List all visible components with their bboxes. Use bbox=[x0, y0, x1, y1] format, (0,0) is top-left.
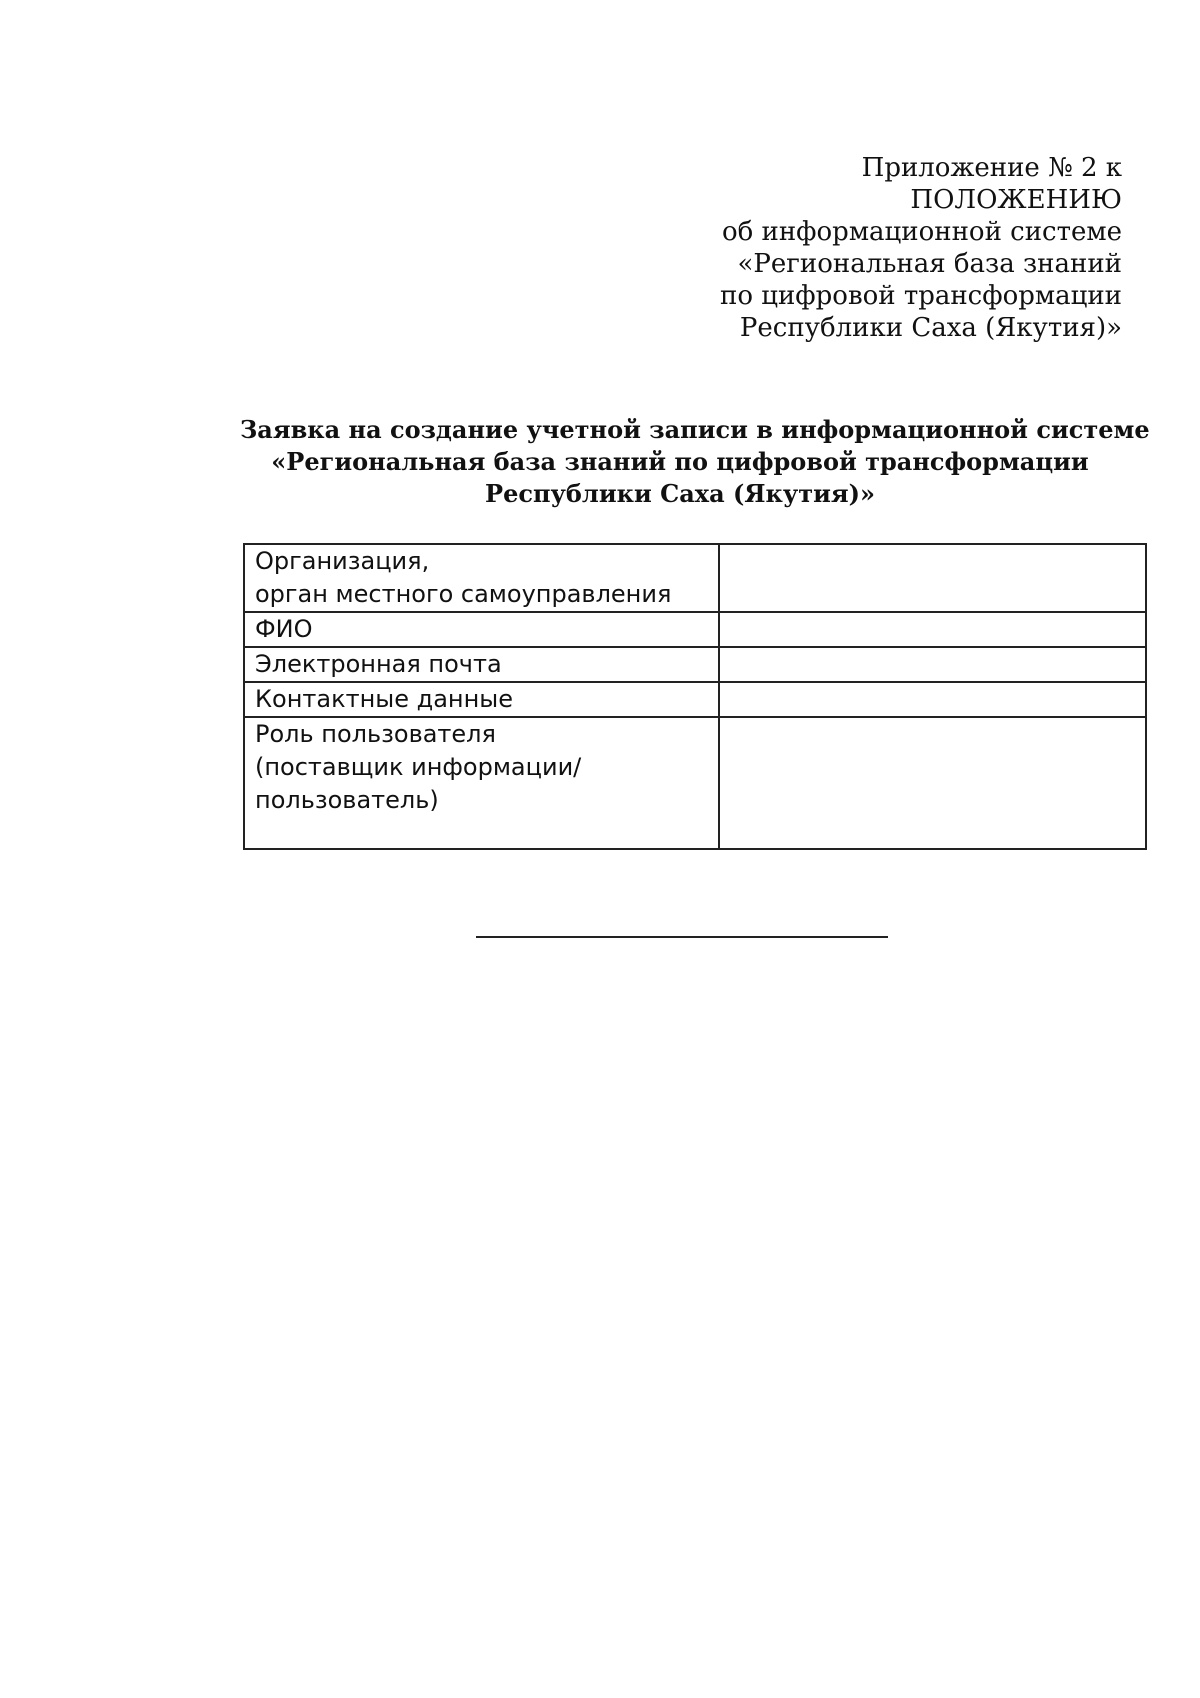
user-role-value-field[interactable] bbox=[719, 717, 1146, 849]
table-row-contacts bbox=[244, 682, 1146, 717]
label-line: Электронная почта bbox=[255, 650, 502, 678]
organization-value-field[interactable] bbox=[719, 544, 1146, 612]
full-name-value-field[interactable] bbox=[719, 612, 1146, 647]
label-line: ФИО bbox=[255, 615, 313, 643]
appendix-line: «Региональная база знаний bbox=[737, 249, 1122, 279]
appendix-line: Приложение № 2 к bbox=[861, 153, 1122, 183]
table-row-email bbox=[244, 647, 1146, 682]
label-line: орган местного самоуправления bbox=[255, 580, 672, 608]
signature-line bbox=[476, 936, 888, 938]
title-line: Заявка на создание учетной записи в информационной системе bbox=[240, 415, 1150, 444]
table-row-organization bbox=[244, 544, 1146, 612]
contacts-label bbox=[244, 682, 719, 717]
appendix-line: по цифровой трансформации bbox=[720, 281, 1122, 311]
label-line: Организация, bbox=[255, 547, 430, 575]
title-line: Республики Саха (Якутия)» bbox=[485, 479, 875, 508]
appendix-line: об информационной системе bbox=[721, 217, 1122, 247]
document-title bbox=[240, 414, 1150, 510]
table-row-user-role bbox=[244, 717, 1146, 849]
appendix-line: Республики Саха (Якутия)» bbox=[739, 313, 1122, 343]
title-line: «Региональная база знаний по цифровой трансформации bbox=[271, 447, 1089, 476]
label-line: Контактные данные bbox=[255, 685, 514, 713]
organization-label bbox=[244, 544, 719, 612]
appendix-line: ПОЛОЖЕНИЮ bbox=[910, 185, 1122, 215]
label-line: Роль пользователя bbox=[255, 720, 496, 748]
application-form-table bbox=[243, 543, 1147, 850]
table-row-full-name bbox=[244, 612, 1146, 647]
label-line: (поставщик информации/ bbox=[255, 753, 582, 781]
full-name-label bbox=[244, 612, 719, 647]
contacts-value-field[interactable] bbox=[719, 682, 1146, 717]
email-label bbox=[244, 647, 719, 682]
email-value-field[interactable] bbox=[719, 647, 1146, 682]
user-role-label bbox=[244, 717, 719, 849]
label-line: пользователь) bbox=[255, 786, 439, 814]
appendix-header bbox=[662, 152, 1122, 344]
